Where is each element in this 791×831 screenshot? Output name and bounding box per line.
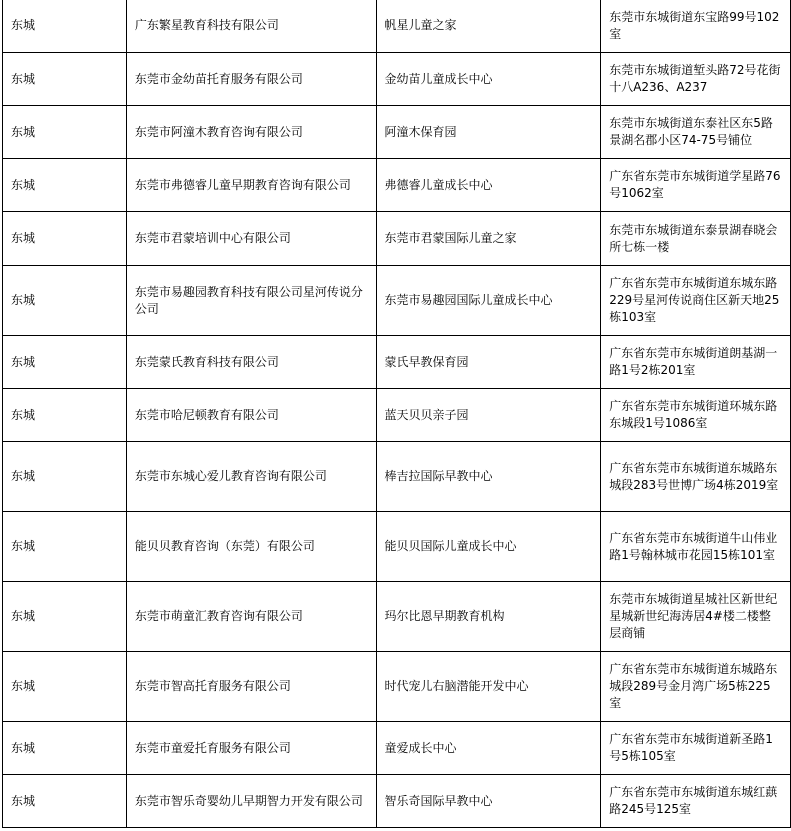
company-cell: 东莞市东城心爱儿教育咨询有限公司 [126,442,376,512]
address-cell: 广东省东莞市东城街道东城红蕻路245号125室 [601,775,791,828]
table-row [3,389,791,442]
district-cell: 东城 [3,775,127,828]
institution-cell: 智乐奇国际早教中心 [376,775,601,828]
institution-cell: 阿潼木保育园 [376,106,601,159]
institution-cell: 蓝天贝贝亲子园 [376,389,601,442]
company-cell: 东莞市智高托育服务有限公司 [126,652,376,722]
institution-cell: 蒙氏早教保育园 [376,336,601,389]
district-cell: 东城 [3,442,127,512]
company-cell: 东莞市童爱托育服务有限公司 [126,722,376,775]
table-row [3,336,791,389]
address-cell: 广东省东莞市东城街道学星路76号1062室 [601,159,791,212]
address-cell: 东莞市东城街道堑头路72号花街十八A236、A237 [601,53,791,106]
table-row [3,722,791,775]
company-cell: 能贝贝教育咨询（东莞）有限公司 [126,512,376,582]
address-cell: 东莞市东城街道东泰景湖春晓会所七栋一楼 [601,212,791,266]
company-cell: 东莞市萌童汇教育咨询有限公司 [126,582,376,652]
table-row [3,442,791,512]
address-cell: 广东省东莞市东城街道新圣路1号5栋105室 [601,722,791,775]
company-cell: 东莞市君蒙培训中心有限公司 [126,212,376,266]
address-cell: 广东省东莞市东城街道牛山伟业路1号翰林城市花园15栋101室 [601,512,791,582]
table-row [3,266,791,336]
institution-cell: 帆星儿童之家 [376,0,601,53]
district-cell: 东城 [3,266,127,336]
address-cell: 广东省东莞市东城街道东城东路229号星河传说商住区新天地25栋103室 [601,266,791,336]
district-cell: 东城 [3,389,127,442]
table-row [3,582,791,652]
company-cell: 东莞市智乐奇婴幼儿早期智力开发有限公司 [126,775,376,828]
table-row [3,159,791,212]
district-cell: 东城 [3,0,127,53]
institution-cell: 能贝贝国际儿童成长中心 [376,512,601,582]
table-row [3,0,791,53]
company-cell: 东莞市易趣园教育科技有限公司星河传说分公司 [126,266,376,336]
institution-cell: 童爱成长中心 [376,722,601,775]
table-row [3,212,791,266]
district-cell: 东城 [3,652,127,722]
district-cell: 东城 [3,336,127,389]
company-cell: 东莞蒙氏教育科技有限公司 [126,336,376,389]
district-cell: 东城 [3,106,127,159]
table-row [3,652,791,722]
institution-cell: 金幼苗儿童成长中心 [376,53,601,106]
district-cell: 东城 [3,159,127,212]
address-cell: 广东省东莞市东城街道朗基湖一路1号2栋201室 [601,336,791,389]
company-cell: 东莞市哈尼顿教育有限公司 [126,389,376,442]
institution-cell: 东莞市易趣园国际儿童成长中心 [376,266,601,336]
table-row [3,106,791,159]
table-row [3,512,791,582]
institution-cell: 时代宠儿右脑潜能开发中心 [376,652,601,722]
address-cell: 东莞市东城街道星城社区新世纪星城新世纪海涛居4#楼二楼整层商铺 [601,582,791,652]
table-row [3,775,791,828]
company-cell: 东莞市弗德睿儿童早期教育咨询有限公司 [126,159,376,212]
district-cell: 东城 [3,582,127,652]
company-cell: 东莞市阿潼木教育咨询有限公司 [126,106,376,159]
address-cell: 东莞市东城街道东宝路99号102室 [601,0,791,53]
institution-cell: 棒吉拉国际早教中心 [376,442,601,512]
address-cell: 广东省东莞市东城街道东城路东城段283号世博广场4栋2019室 [601,442,791,512]
institution-cell: 弗德睿儿童成长中心 [376,159,601,212]
institution-table [2,0,791,828]
company-cell: 东莞市金幼苗托育服务有限公司 [126,53,376,106]
district-cell: 东城 [3,53,127,106]
address-cell: 广东省东莞市东城街道东城路东城段289号金月湾广场5栋225室 [601,652,791,722]
institution-cell: 东莞市君蒙国际儿童之家 [376,212,601,266]
institution-cell: 玛尔比恩早期教育机构 [376,582,601,652]
address-cell: 广东省东莞市东城街道环城东路东城段1号1086室 [601,389,791,442]
district-cell: 东城 [3,212,127,266]
district-cell: 东城 [3,512,127,582]
address-cell: 东莞市东城街道东泰社区东5路景湖名郡小区74-75号铺位 [601,106,791,159]
district-cell: 东城 [3,722,127,775]
company-cell: 广东繁星教育科技有限公司 [126,0,376,53]
table-row [3,53,791,106]
